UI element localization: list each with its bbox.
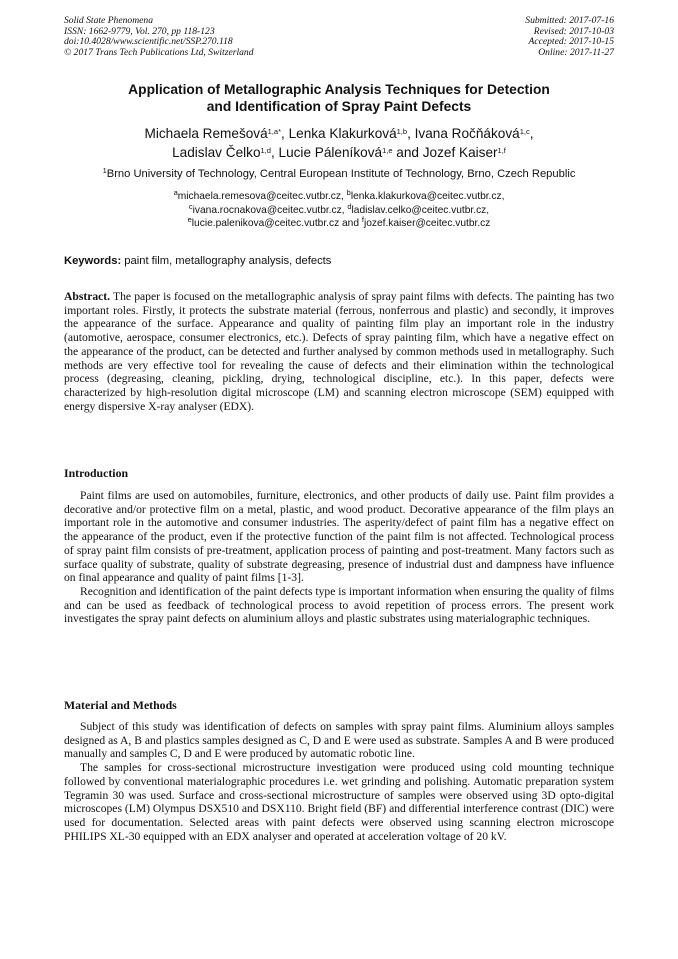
journal-name: Solid State Phenomena (64, 15, 153, 26)
author-and: and (392, 145, 423, 160)
author-line-2 (64, 143, 614, 162)
accepted-date: Accepted: 2017-10-15 (528, 36, 614, 48)
online-date: Online: 2017-11-27 (538, 46, 614, 58)
email-sup: a (173, 188, 178, 197)
abstract-label: Abstract. (64, 290, 111, 303)
email-line-1 (64, 190, 614, 204)
keywords-label: Keywords: (64, 255, 122, 267)
paper-title (64, 81, 614, 115)
issn-line: ISSN: 1662-9779, Vol. 270, pp 118-123 (64, 25, 215, 37)
author-name: Ivana Ročňáková (414, 126, 520, 141)
paragraph: Paint films are used on automobiles, furniture, electronics, and other products of daily use. Paint film provides a decorative and/or protective film on a metal, plastic, and wood product. Decorative appearance of the film plays an important role in the automotive and consumer industries. The asperity/defect of paint film has a negative effect on the appearance of the product, even if the protective function of the paint film is not affected. Technological process of spray paint film consists of pre-treatment, application process of painting and post-treatment. Many factors such as surface quality of substrate, quality of substrate degreasing, presence of industrial dust and dampness have influence on final appearance and quality of paint films [1-3]. (64, 489, 614, 585)
author-separator: , (407, 126, 415, 141)
affiliation-sup: 1 (102, 166, 107, 175)
email-d[interactable]: ladislav.celko@ceitec.vutbr.cz, (351, 204, 490, 216)
author-sup: 1,b (396, 127, 408, 136)
email-sup: c (188, 201, 193, 211)
paragraph: The samples for cross-sectional microstructure investigation were produced using cold mounting technique followed by conventional materialographic procedures i.e. wet grinding and polishing. Automatic preparation system Tegramin 30 was used. Surface and cross-sectional microstructure of samples were observed using 3D opto-digital microscopes (LM) Olympus DSX510 and DSX110. Bright field (BF) and differential interference contrast (DIC) were used for documentation. Selected areas with paint defects were observed using scanning electron microscope PHILIPS XL-30 equipped with an EDX analyser and operated at acceleration voltage of 20 kV. (64, 761, 614, 843)
section-heading-methods: Material and Methods (64, 698, 177, 712)
submission-dates (525, 16, 614, 58)
author-name: Jozef Kaiser (422, 145, 498, 160)
keywords (64, 254, 614, 268)
author-name: Ladislav Čelko (172, 145, 261, 160)
email-b[interactable]: lenka.klakurkova@ceitec.vutbr.cz, (350, 191, 505, 202)
author-name: Lenka Klakurková (288, 126, 397, 141)
email-c[interactable]: ivana.rocnakova@ceitec.vutbr.cz, (192, 204, 348, 216)
email-a[interactable]: michaela.remesova@ceitec.vutbr.cz, (177, 191, 347, 202)
journal-info (64, 16, 254, 58)
paragraph: Recognition and identification of the paint defects type is important information when ensuring the quality of films and can be used as feedback of technological process to avoid repetition of process errors. The present work investigates the spray paint defects on aluminium alloys and plastic substrates using materialographic techniques. (64, 584, 614, 626)
doi-line: doi:10.4028/www.scientific.net/SSP.270.118 (64, 36, 233, 48)
email-sup: e (187, 215, 192, 224)
abstract (64, 290, 614, 413)
title-line-2: and Identification of Spray Paint Defects (206, 99, 472, 114)
keywords-text: paint film, metallography analysis, defects (121, 255, 332, 267)
author-sup: 1,c (519, 127, 530, 136)
email-line-2 (64, 201, 614, 218)
email-sup: f (361, 215, 364, 224)
author-sup: 1,a* (267, 127, 282, 136)
author-name: Michaela Remešová (144, 126, 268, 141)
author-line-1 (64, 124, 614, 143)
paragraph: Subject of this study was identification of defects on samples with spray paint films. Aluminium alloys samples designed as A, B and plastics samples designed as C, D and E were used as substrate. Samples A and B were produced manually and samples C, D and E were produced by automatic robotic line. (64, 720, 614, 761)
author-sup: 1,e (382, 146, 393, 155)
email-f[interactable]: jozef.kaiser@ceitec.vutbr.cz (363, 218, 491, 229)
email-sup: d (347, 201, 352, 211)
author-separator: , (281, 126, 289, 141)
author-sup: 1,f (497, 146, 506, 155)
email-e[interactable]: lucie.palenikova@ceitec.vutbr.cz and (191, 218, 362, 229)
author-sup: 1,d (260, 146, 271, 155)
title-line-1: Application of Metallographic Analysis Techniques for Detection (128, 82, 550, 97)
email-list (64, 190, 614, 231)
author-separator: , (529, 126, 534, 141)
email-line-3 (64, 217, 614, 231)
email-sup: b (346, 188, 351, 197)
abstract-text: The paper is focused on the metallographic analysis of spray paint films with defects. The painting has two important roles. Firstly, it protects the substrate material (ferrous, nonferrous and plastic) and secondly, it improves the appearance of the surface. Appearance and quality of painting film play an important role in the industry (automotive, aerospace, consumer electronics, etc.). Defects of spray painting film, which have a negative effect on the appearance of the product, can be detected and further analysed by common methods used in metallography. Such methods are very effective tool for revealing the cause of defects and their elimination within the technological process (degreasing, cleaning, pickling, drying, technological discipline, etc.). In this paper, defects were characterized by high-resolution digital microscope (LM) and scanning electron microscope (SEM) equipped with energy dispersive X-ray analyser (EDX). (64, 290, 614, 413)
copyright-line: © 2017 Trans Tech Publications Ltd, Switzerland (64, 46, 254, 58)
submitted-date: Submitted: 2017-07-16 (525, 15, 614, 26)
section-heading-introduction: Introduction (64, 466, 129, 480)
author-list (64, 124, 614, 162)
revised-date: Revised: 2017-10-03 (533, 25, 614, 37)
author-separator: , (270, 145, 279, 160)
methods-body (64, 720, 614, 843)
author-name: Lucie Páleníková (278, 145, 383, 160)
introduction-body (64, 489, 614, 626)
affiliation (64, 167, 614, 181)
affiliation-text: Brno University of Technology, Central European Institute of Technology, Brno, Czech Republic (106, 168, 576, 180)
